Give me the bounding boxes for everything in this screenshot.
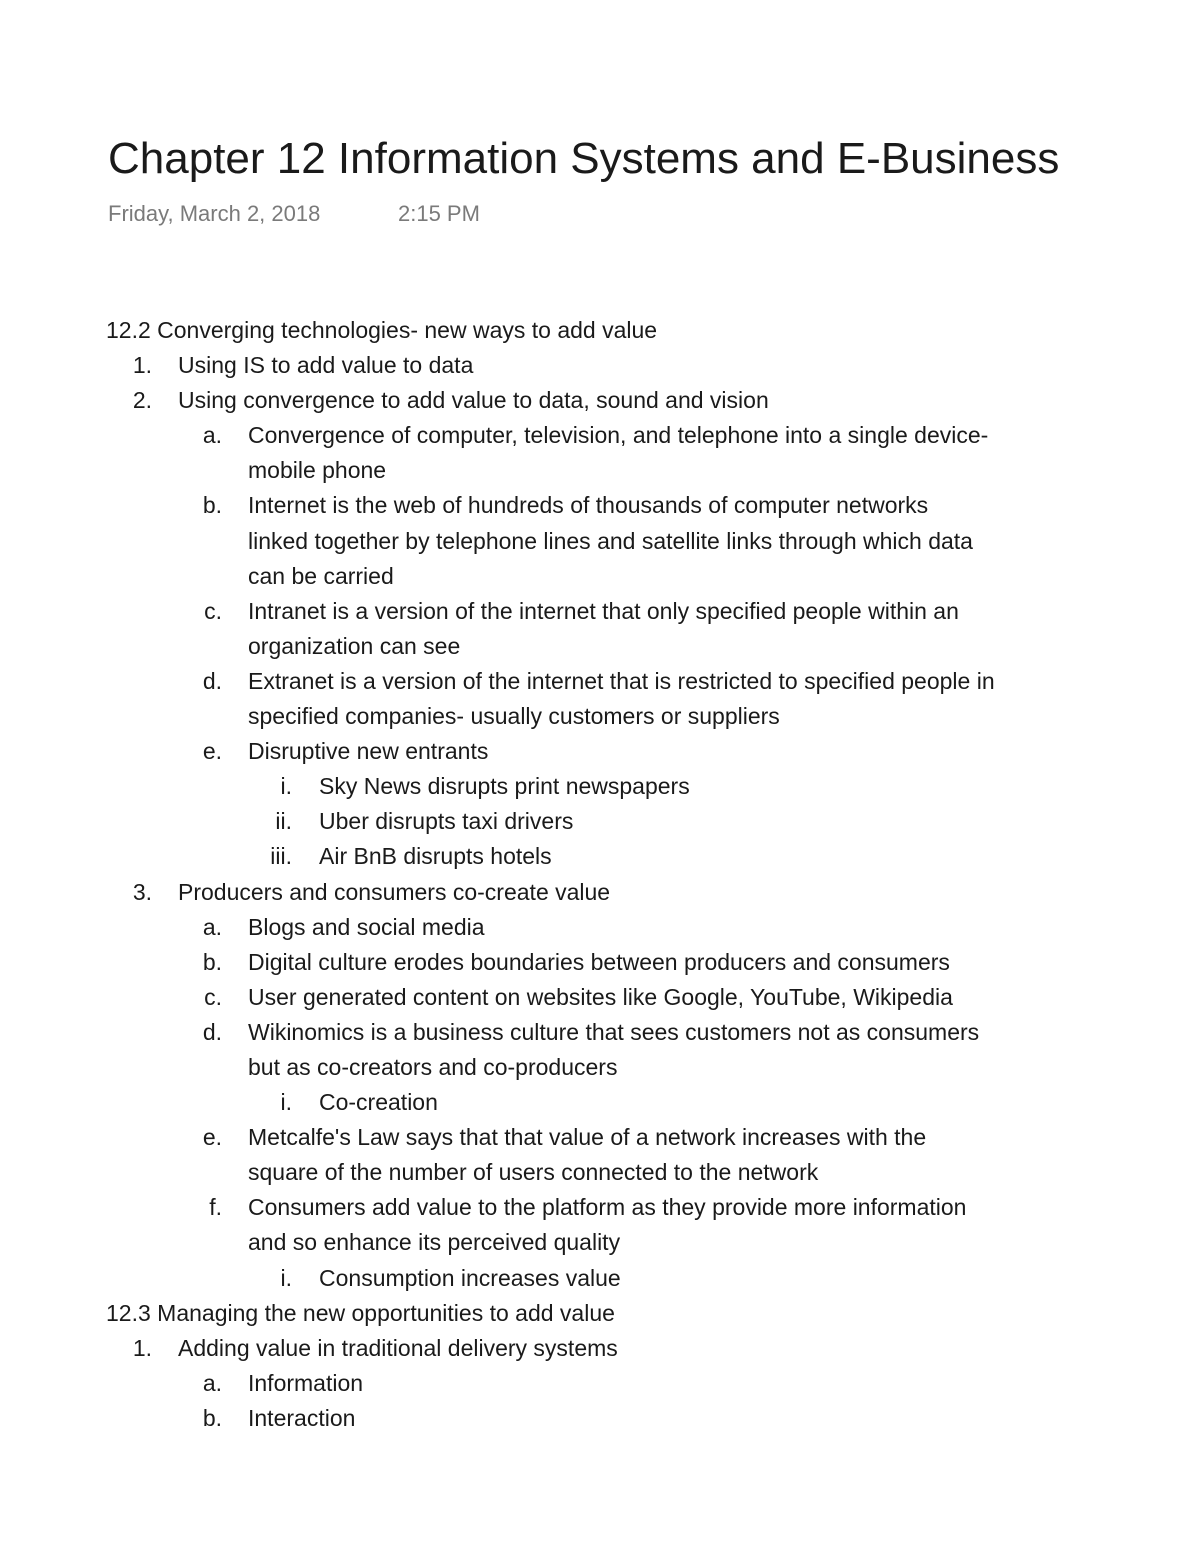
list-item-text: Metcalfe's Law says that that value of a network increases with the	[248, 1124, 927, 1151]
list-item-text: specified companies- usually customers or suppliers	[248, 703, 780, 730]
list-item-continuation	[0, 453, 1200, 488]
list-item-text: Sky News disrupts print newspapers	[319, 773, 690, 800]
list-item-text: but as co-creators and co-producers	[248, 1053, 618, 1080]
section-heading	[0, 1296, 1200, 1331]
list-marker: iii.	[270, 843, 292, 870]
list-marker: c.	[204, 597, 222, 624]
list-marker: a.	[202, 913, 222, 940]
list-marker: e.	[202, 1124, 222, 1151]
list-item-text: Producers and consumers co-create value	[178, 878, 611, 905]
list-marker: 1.	[132, 352, 152, 379]
list-item-text: User generated content on websites like Google, YouTube, Wikipedia	[248, 983, 953, 1010]
list-item-text: Uber disrupts taxi drivers	[319, 808, 574, 835]
list-item-text: Adding value in traditional delivery systems	[178, 1334, 618, 1361]
list-item-text: Air BnB disrupts hotels	[319, 843, 552, 870]
list-item-text: Interaction	[248, 1404, 356, 1431]
list-item	[0, 839, 1200, 874]
list-item	[0, 980, 1200, 1015]
list-item-continuation	[0, 524, 1200, 559]
list-marker: e.	[202, 738, 222, 765]
list-marker: i.	[280, 1264, 292, 1291]
list-item	[0, 875, 1200, 910]
list-marker: i.	[280, 1089, 292, 1116]
list-item	[0, 910, 1200, 945]
list-item	[0, 1190, 1200, 1225]
list-item-continuation	[0, 629, 1200, 664]
list-item	[0, 769, 1200, 804]
list-item	[0, 1331, 1200, 1366]
list-marker: b.	[202, 492, 222, 519]
page-title: Chapter 12 Information Systems and E-Business	[108, 134, 1060, 183]
list-marker: b.	[202, 948, 222, 975]
list-item-text: linked together by telephone lines and satellite links through which data	[248, 527, 973, 554]
list-item-continuation	[0, 1050, 1200, 1085]
list-item-text: Intranet is a version of the internet that only specified people within an	[248, 597, 959, 624]
list-item-text: Consumers add value to the platform as they provide more information	[248, 1194, 967, 1221]
list-item-text: organization can see	[248, 632, 461, 659]
list-item	[0, 418, 1200, 453]
list-marker: 3.	[132, 878, 152, 905]
list-marker: 2.	[132, 387, 152, 414]
list-item-text: Co-creation	[319, 1089, 438, 1116]
list-item-text: Extranet is a version of the internet that is restricted to specified people in	[248, 667, 995, 694]
list-item	[0, 1366, 1200, 1401]
list-item-text: Digital culture erodes boundaries between producers and consumers	[248, 948, 950, 975]
list-item-text: mobile phone	[248, 457, 387, 484]
list-item-text: Blogs and social media	[248, 913, 485, 940]
page-meta	[108, 199, 480, 229]
page-time: 2:15 PM	[398, 201, 480, 226]
list-marker: ii.	[275, 808, 292, 835]
list-item	[0, 945, 1200, 980]
list-item	[0, 488, 1200, 523]
list-item	[0, 383, 1200, 418]
list-item-text: 12.2 Converging technologies- new ways to add value	[106, 317, 658, 343]
list-item-text: and so enhance its perceived quality	[248, 1229, 621, 1256]
list-item-continuation	[0, 1225, 1200, 1260]
list-item	[0, 1085, 1200, 1120]
list-item-text: Using convergence to add value to data, sound and vision	[178, 387, 769, 414]
list-marker: 1.	[132, 1334, 152, 1361]
list-item-continuation	[0, 559, 1200, 594]
list-marker: a.	[202, 1369, 222, 1396]
list-item-text: Internet is the web of hundreds of thousands of computer networks	[248, 492, 929, 519]
list-item-text: Convergence of computer, television, and telephone into a single device-	[248, 422, 989, 449]
section-heading	[0, 313, 1200, 348]
list-item	[0, 1120, 1200, 1155]
list-item-text: square of the number of users connected to the network	[248, 1159, 819, 1186]
list-item-text: Using IS to add value to data	[178, 352, 474, 379]
list-item	[0, 1261, 1200, 1296]
list-item	[0, 1401, 1200, 1436]
list-item-text: Wikinomics is a business culture that sees customers not as consumers	[248, 1018, 980, 1045]
list-item	[0, 804, 1200, 839]
list-item-text: 12.3 Managing the new opportunities to add value	[106, 1299, 615, 1326]
list-item-text: can be carried	[248, 562, 394, 589]
list-item-text: Disruptive new entrants	[248, 738, 489, 765]
list-item	[0, 348, 1200, 383]
list-item-continuation	[0, 699, 1200, 734]
list-marker: d.	[202, 667, 222, 694]
list-item-text: Information	[248, 1369, 364, 1396]
page-date: Friday, March 2, 2018	[108, 201, 321, 226]
list-marker: c.	[204, 983, 222, 1010]
list-item-continuation	[0, 1155, 1200, 1190]
list-item	[0, 594, 1200, 629]
list-marker: d.	[202, 1018, 222, 1045]
list-marker: f.	[209, 1194, 222, 1221]
notes-outline	[0, 313, 1200, 1436]
list-marker: a.	[202, 422, 222, 449]
list-item-text: Consumption increases value	[319, 1264, 621, 1291]
list-item	[0, 1015, 1200, 1050]
list-marker: b.	[202, 1404, 222, 1431]
list-item	[0, 734, 1200, 769]
list-marker: i.	[280, 773, 292, 800]
list-item	[0, 664, 1200, 699]
